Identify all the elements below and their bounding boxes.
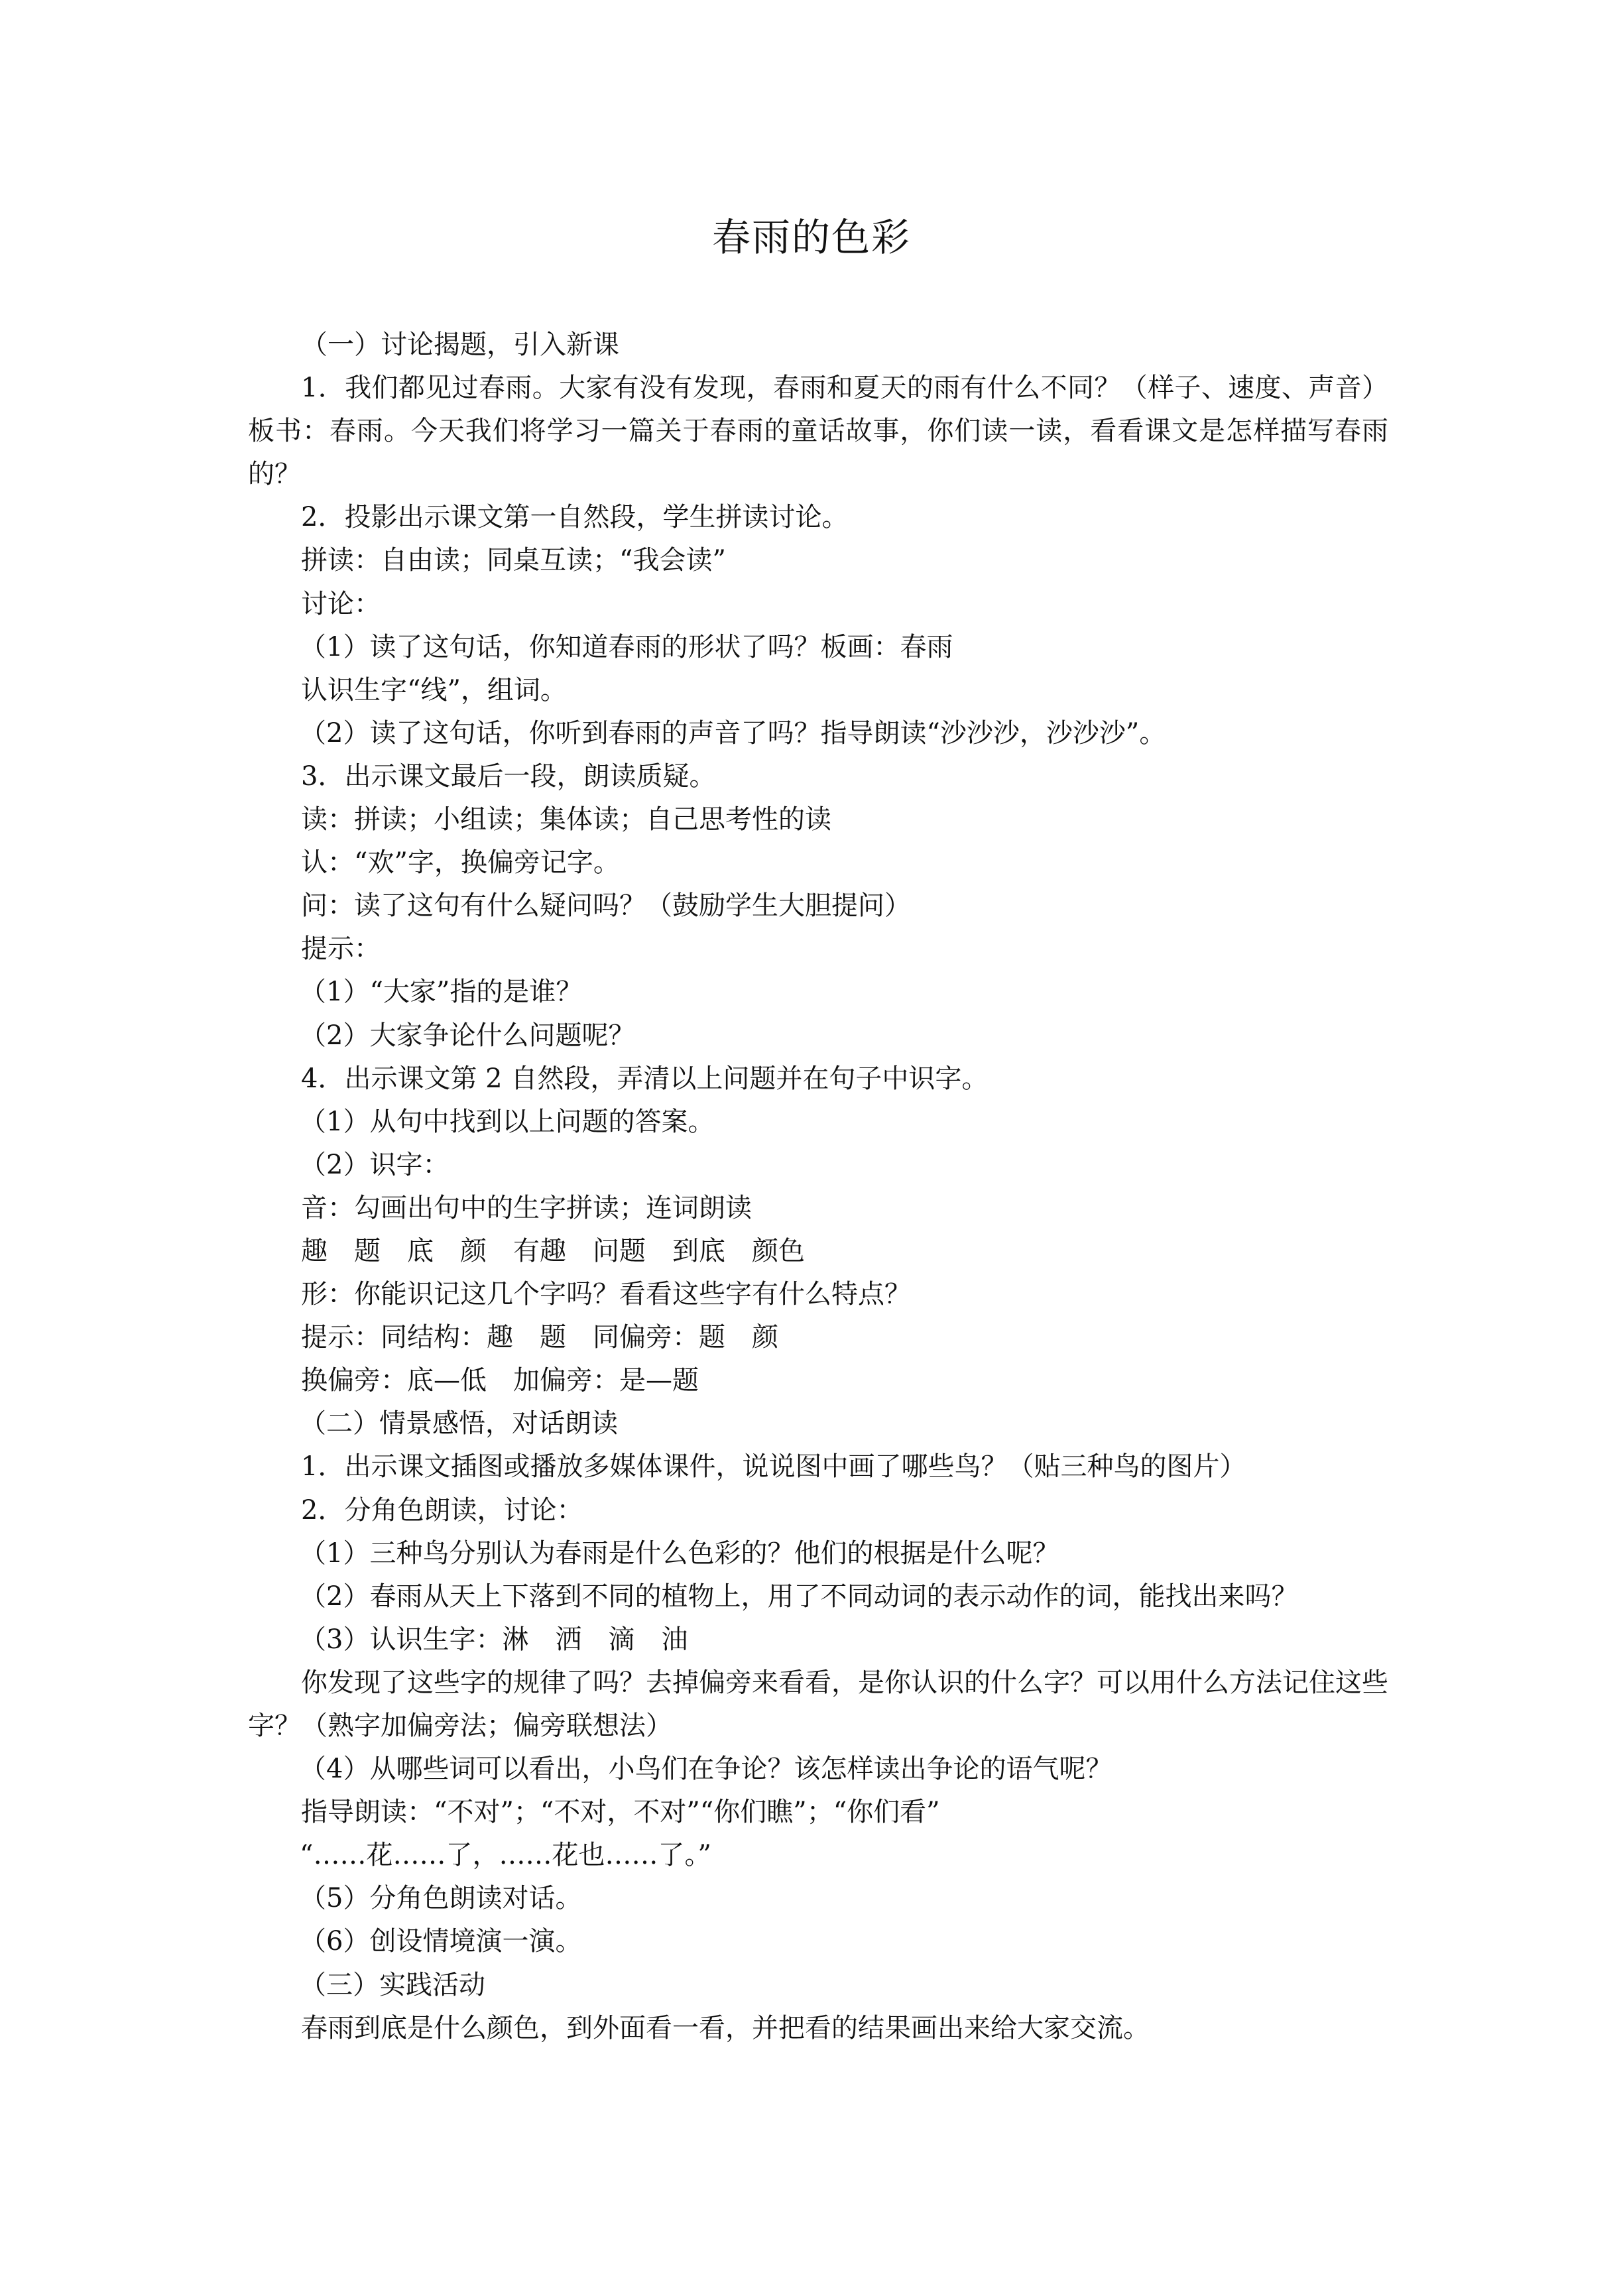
paragraph: 认：“欢”字，换偏旁记字。 [301,847,620,878]
paragraph: 指导朗读：“不对”；“不对，不对”“你们瞧”；“你们看” [301,1797,940,1828]
paragraph: 1．出示课文插图或播放多媒体课件，说说图中画了哪些鸟？（贴三种鸟的图片） [301,1451,1246,1482]
paragraph: 趣 题 底 颜 有趣 问题 到底 颜色 [301,1235,805,1266]
paragraph: （5）分角色朗读对话。 [300,1883,582,1914]
document-body [248,324,1388,2050]
paragraph: 提示：同结构：趣 题 同偏旁：题 颜 [301,1322,778,1353]
document-title: 春雨的色彩 [711,215,911,260]
paragraph: 4．出示课文第 2 自然段，弄清以上问题并在句子中识字。 [301,1063,989,1094]
paragraph: “……花……了，……花也……了。” [300,1840,711,1871]
paragraph: 3．出示课文最后一段，朗读质疑。 [301,760,716,792]
paragraph: 拼读：自由读；同桌互读；“我会读” [301,545,726,576]
paragraph: 读：拼读；小组读；集体读；自己思考性的读 [301,804,831,835]
paragraph: （2）春雨从天上下落到不同的植物上，用了不同动词的表示动作的词，能找出来吗？ [300,1581,1298,1612]
paragraph: （1）从句中找到以上问题的答案。 [300,1106,715,1137]
paragraph: （2）读了这句话，你听到春雨的声音了吗？指导朗读“沙沙沙，沙沙沙”。 [300,717,1166,749]
paragraph: （2）识字： [300,1149,450,1180]
paragraph: 你发现了这些字的规律了吗？去掉偏旁来看看，是你认识的什么字？可以用什么方法记住这些字？（熟字加偏旁法；偏旁联想法） [248,1667,1388,1741]
paragraph: （1）三种鸟分别认为春雨是什么色彩的？他们的根据是什么呢？ [300,1538,1059,1569]
paragraph: （6）创设情境演一演。 [300,1926,582,1957]
paragraph: 形：你能识记这几个字吗？看看这些字有什么特点？ [301,1279,911,1310]
paragraph: （1）读了这句话，你知道春雨的形状了吗？板画：春雨 [300,631,953,662]
paragraph: 换偏旁：底—低 加偏旁：是—题 [301,1365,699,1396]
section-heading-2: （二）情景感悟，对话朗读 [300,1408,618,1439]
paragraph: 春雨到底是什么颜色，到外面看一看，并把看的结果画出来给大家交流。 [301,2012,1150,2043]
section-heading-3: （三）实践活动 [300,1969,485,2000]
paragraph: 2．投影出示课文第一自然段，学生拼读讨论。 [301,502,849,533]
paragraph: （3）认识生字：淋 洒 滴 油 [300,1624,688,1655]
paragraph: （2）大家争论什么问题呢？ [300,1020,635,1051]
paragraph: 讨论： [301,588,381,619]
paragraph: 问：读了这句有什么疑问吗？（鼓励学生大胆提问） [301,890,911,922]
paragraph: （1）“大家”指的是谁？ [300,977,583,1008]
paragraph: 1．我们都见过春雨。大家有没有发现，春雨和夏天的雨有什么不同？（样子、速度、声音）板书：春雨。今天我们将学习一篇关于春雨的童话故事，你们读一读，看看课文是怎样描写春雨的？ [248,373,1388,490]
paragraph: （4）从哪些词可以看出，小鸟们在争论？该怎样读出争论的语气呢？ [300,1754,1112,1785]
paragraph: 认识生字“线”，组词。 [301,674,567,705]
section-heading-1: （一）讨论揭题，引入新课 [301,330,619,360]
paragraph: 音：勾画出句中的生字拼读；连词朗读 [301,1192,752,1223]
paragraph: 提示： [301,934,381,965]
paragraph: 2．分角色朗读，讨论： [301,1494,583,1526]
